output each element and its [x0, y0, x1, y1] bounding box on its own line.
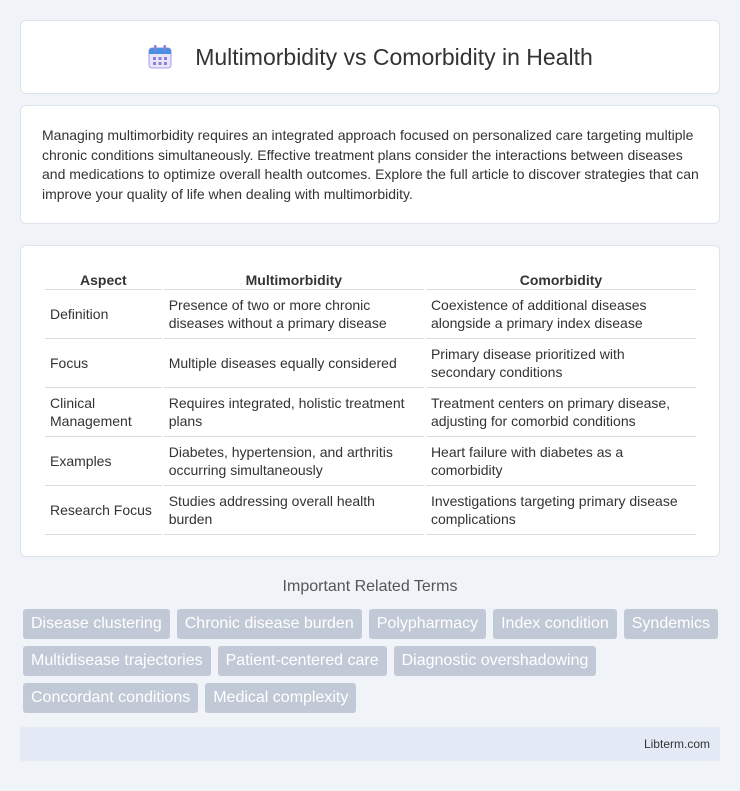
table-cell-aspect: Definition: [45, 290, 162, 339]
tag-disease-clustering[interactable]: Disease clustering: [23, 609, 170, 639]
footer: [20, 727, 720, 761]
table-cell-multimorbidity: Multiple diseases equally considered: [164, 339, 424, 388]
tag-multidisease-trajectories[interactable]: Multidisease trajectories: [23, 646, 211, 676]
table-row: [45, 437, 696, 486]
table-cell-aspect: Clinical Management: [45, 388, 162, 437]
table-cell-comorbidity: Heart failure with diabetes as a comorbidity: [426, 437, 696, 486]
header-card: [20, 20, 720, 94]
table-cell-multimorbidity: Diabetes, hypertension, and arthritis occurring simultaneously: [164, 437, 424, 486]
intro-card: [20, 105, 720, 224]
table-cell-aspect: Examples: [45, 437, 162, 486]
table-cell-aspect: Focus: [45, 339, 162, 388]
header-multimorbidity: Multimorbidity: [164, 266, 424, 290]
table-cell-comorbidity: Primary disease prioritized with secondary conditions: [426, 339, 696, 388]
table-row: [45, 388, 696, 437]
comparison-table-card: [20, 245, 720, 557]
table-header-row: [45, 266, 696, 290]
header-aspect: Aspect: [45, 266, 162, 290]
calendar-icon: [147, 44, 173, 70]
table-row: [45, 486, 696, 535]
intro-text: Managing multimorbidity requires an integrated approach focused on personalized care targeting multiple chronic conditions simultaneously. Effective treatment plans consider the interactions between diseases and medications to optimize overall health outcomes. Explore the full article to discover strategies that can improve your quality of life when dealing with multimorbidity.: [42, 127, 699, 202]
header-comorbidity: Comorbidity: [426, 266, 696, 290]
table-cell-multimorbidity: Studies addressing overall health burden: [164, 486, 424, 535]
table-cell-comorbidity: Coexistence of additional diseases alongside a primary index disease: [426, 290, 696, 339]
table-row: [45, 339, 696, 388]
tag-row: [23, 646, 723, 683]
table-cell-comorbidity: Treatment centers on primary disease, adjusting for comorbid conditions: [426, 388, 696, 437]
tag-index-condition[interactable]: Index condition: [493, 609, 617, 639]
tag-row: [23, 683, 723, 720]
tag-patient-centered-care[interactable]: Patient-centered care: [218, 646, 387, 676]
related-terms-title: Important Related Terms: [282, 578, 458, 595]
tag-syndemics[interactable]: Syndemics: [624, 609, 718, 639]
comparison-table: [43, 266, 698, 535]
tag-diagnostic-overshadowing[interactable]: Diagnostic overshadowing: [394, 646, 597, 676]
table-cell-multimorbidity: Presence of two or more chronic diseases without a primary disease: [164, 290, 424, 339]
tag-row: [23, 609, 723, 646]
footer-site-link[interactable]: Libterm.com: [643, 737, 710, 751]
tag-polypharmacy[interactable]: Polypharmacy: [369, 609, 486, 639]
table-cell-comorbidity: Investigations targeting primary disease complications: [426, 486, 696, 535]
table-cell-aspect: Research Focus: [45, 486, 162, 535]
tag-concordant-conditions[interactable]: Concordant conditions: [23, 683, 198, 713]
table-cell-multimorbidity: Requires integrated, holistic treatment plans: [164, 388, 424, 437]
tag-chronic-disease-burden[interactable]: Chronic disease burden: [177, 609, 362, 639]
tag-medical-complexity[interactable]: Medical complexity: [205, 683, 356, 713]
related-terms-list: [23, 609, 723, 720]
page-title: Multimorbidity vs Comorbidity in Health: [195, 43, 593, 70]
table-row: [45, 290, 696, 339]
